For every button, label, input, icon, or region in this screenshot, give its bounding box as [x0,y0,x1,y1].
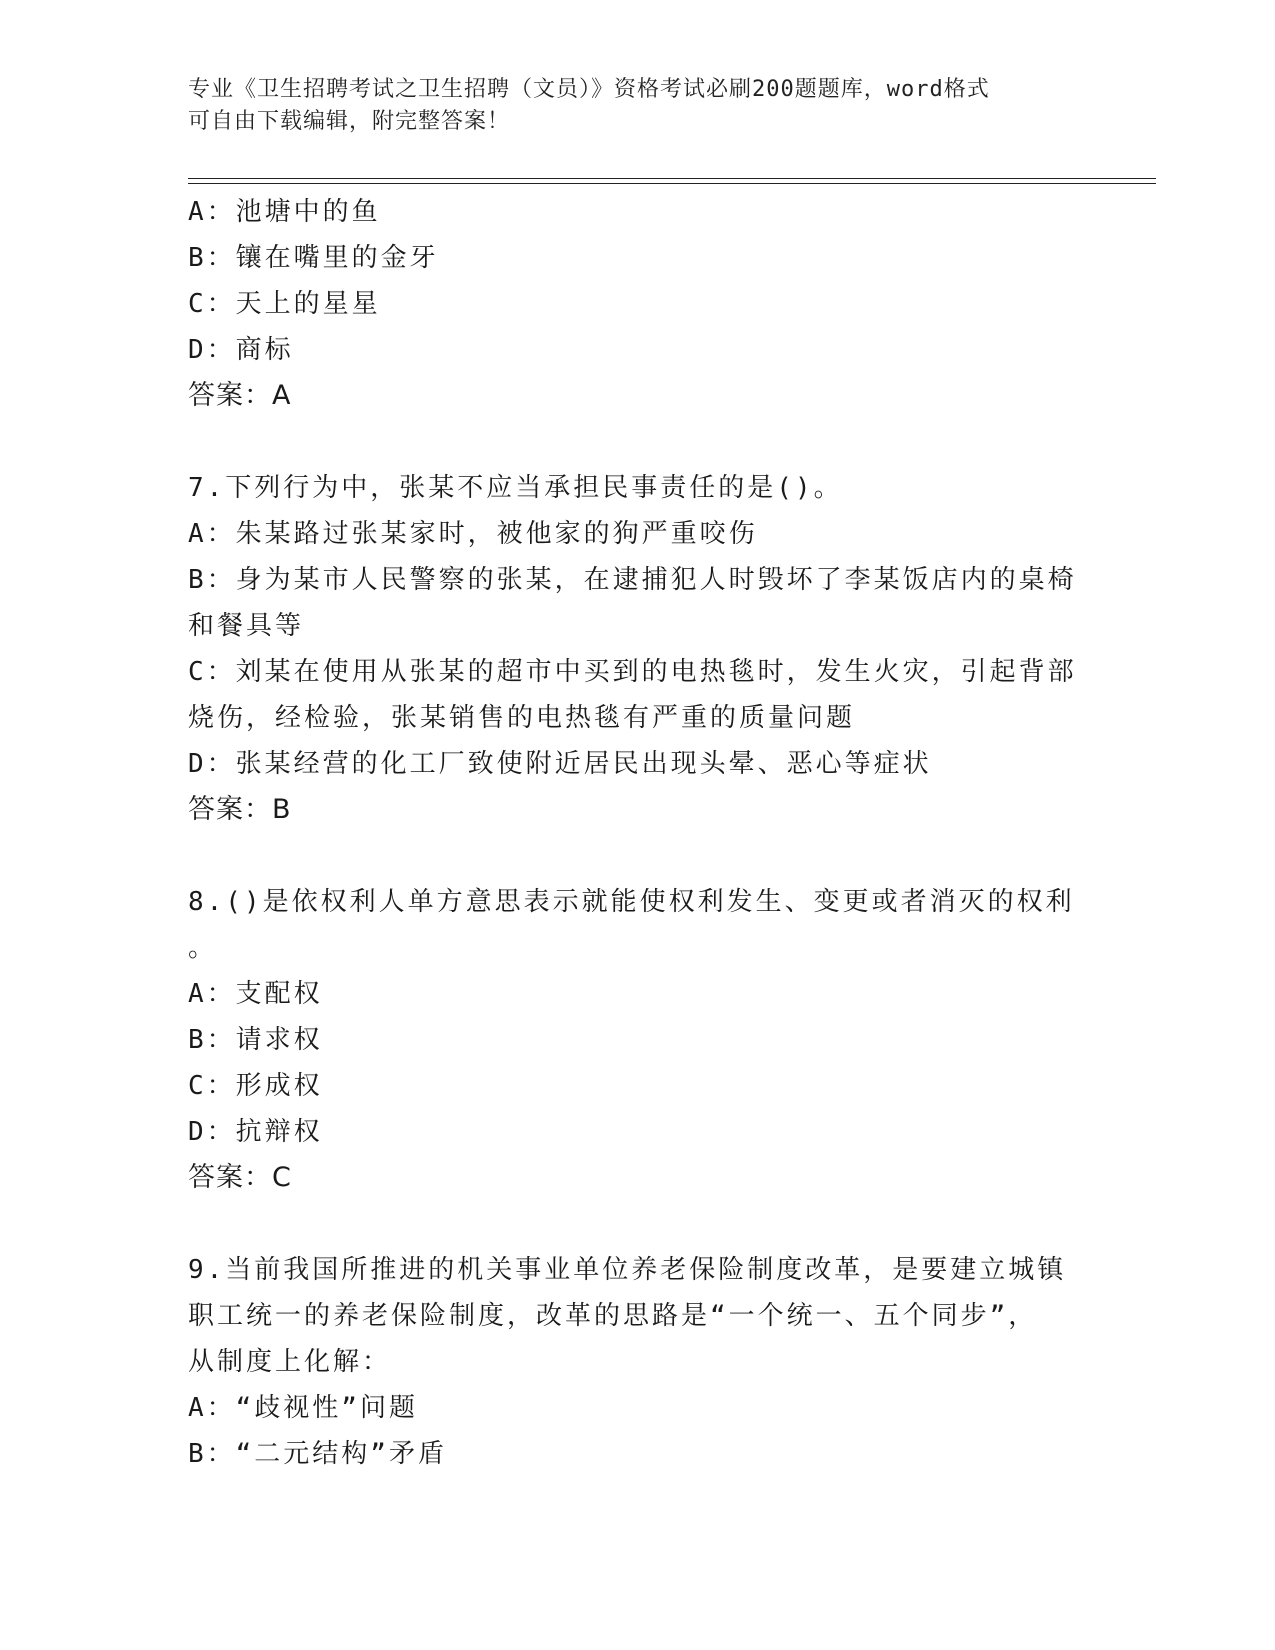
question-9 [188,1247,1088,1477]
question-text: 7.下列行为中，张某不应当承担民事责任的是()。 [188,473,843,503]
spacer [188,833,1088,879]
header-divider-top [188,178,1156,179]
option-c-continued: 烧伤，经检验，张某销售的电热毯有严重的质量问题 [188,703,856,733]
option-b: B：镶在嘴里的金牙 [188,243,439,273]
option-b: B：请求权 [188,1025,323,1055]
answer: 答案：A [188,380,292,411]
option-a: A：“歧视性”问题 [188,1393,418,1423]
option-b: B：身为某市人民警察的张某，在逮捕犯人时毁坏了李某饭店内的桌椅 [188,565,1077,595]
question-8 [188,879,1088,1201]
option-b-continued: 和餐具等 [188,611,305,641]
answer: 答案：C [188,1162,292,1193]
header-divider-bottom [188,183,1156,184]
answer: 答案：B [188,794,292,825]
option-d: D：张某经营的化工厂致使附近居民出现头晕、恶心等症状 [188,749,932,779]
question-content [188,189,1088,1477]
header-line-2: 可自由下载编辑，附完整答案！ [188,109,511,134]
option-c: C：形成权 [188,1071,323,1101]
option-c: C：天上的星星 [188,289,381,319]
option-d: D：商标 [188,335,294,365]
option-a: A：池塘中的鱼 [188,197,381,227]
option-b: B：“二元结构”矛盾 [188,1439,447,1469]
question-text: 9.当前我国所推进的机关事业单位养老保险制度改革，是要建立城镇 [188,1255,1067,1285]
option-c: C：刘某在使用从张某的超市中买到的电热毯时，发生火灾，引起背部 [188,657,1077,687]
option-a: A：支配权 [188,979,323,1009]
question-6 [188,189,1088,419]
document-header [188,74,1088,138]
question-text-continued: 。 [188,933,218,963]
question-7 [188,465,1088,833]
header-line-1: 专业《卫生招聘考试之卫生招聘（文员）》资格考试必刷200题题库，word格式 [188,77,990,102]
spacer [188,1201,1088,1247]
spacer [188,419,1088,465]
question-text-continued: 职工统一的养老保险制度，改革的思路是“一个统一、五个同步”， [188,1301,1038,1331]
question-text: 8.()是依权利人单方意思表示就能使权利发生、变更或者消灭的权利 [188,887,1075,917]
option-a: A：朱某路过张某家时，被他家的狗严重咬伤 [188,519,758,549]
question-text-continued: 从制度上化解： [188,1347,392,1377]
option-d: D：抗辩权 [188,1117,323,1147]
